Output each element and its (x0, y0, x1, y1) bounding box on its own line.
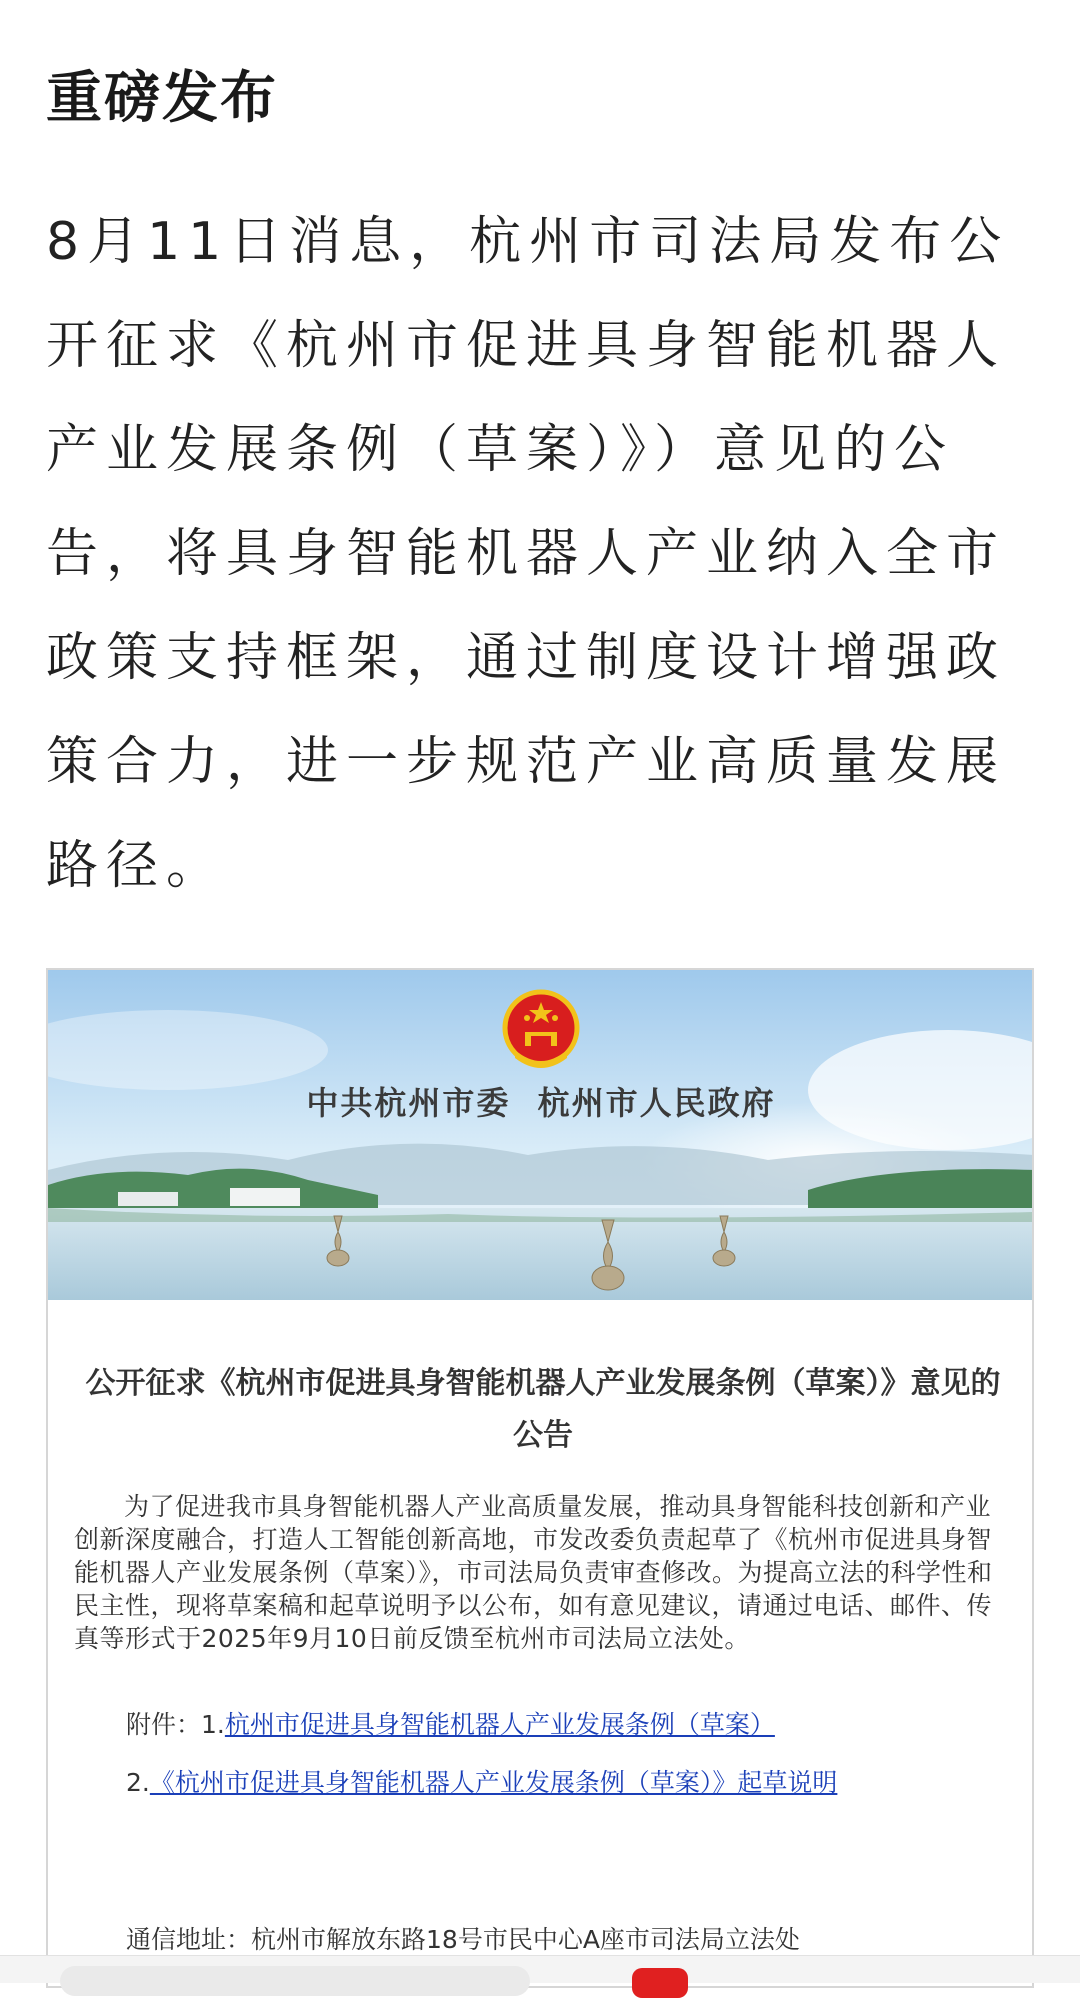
attachment-2-number: 2. (126, 1768, 150, 1797)
mailing-address: 通信地址：杭州市解放东路18号市民中心A座市司法局立法处 (126, 1925, 800, 1954)
attachment-row-1 (126, 1705, 775, 1741)
national-emblem-icon (501, 988, 581, 1078)
notice-title: 公开征求《杭州市促进具身智能机器人产业发展条例（草案）》意见的公告 (85, 1366, 1001, 1453)
attachment-row-2 (126, 1763, 837, 1799)
attachment-2-link[interactable]: 《杭州市促进具身智能机器人产业发展条例（草案）》起草说明 (149, 1768, 838, 1797)
notice-body: 为了促进我市具身智能机器人产业高质量发展，推动具身智能科技创新和产业创新深度融合，打造人工智能创新高地，市发改委负责起草了《杭州市促进具身智能机器人产业发展条例（草案）》，市司法局负责审查修改。为提高立法的科学性和民主性，现将草案稿和起草说明予以公布，如有意见建议，请通过电话、邮件、传真等形式于2025年9月10日前反馈至杭州市司法局立法处。 (74, 1492, 993, 1653)
attachments-label: 附件： (126, 1710, 202, 1739)
notice-screenshot-card[interactable] (46, 968, 1034, 1988)
comment-input[interactable] (60, 1966, 530, 1996)
attachment-1-link[interactable]: 杭州市促进具身智能机器人产业发展条例（草案） (224, 1710, 775, 1739)
attachment-1-number: 1. (201, 1710, 225, 1739)
notice-banner (48, 970, 1034, 1300)
action-badge[interactable] (632, 1968, 688, 1998)
article-headline: 重磅发布 (46, 66, 278, 131)
article-lead-paragraph: 8月11日消息，杭州市司法局发布公开征求《杭州市促进具身智能机器人产业发展条例（草案）》）意见的公告，将具身智能机器人产业纳入全市政策支持框架，通过制度设计增强政策合力，进一步规范产业高质量发展路径。 (46, 212, 1010, 896)
banner-title: 中共杭州市委 杭州市人民政府 (306, 1084, 776, 1122)
